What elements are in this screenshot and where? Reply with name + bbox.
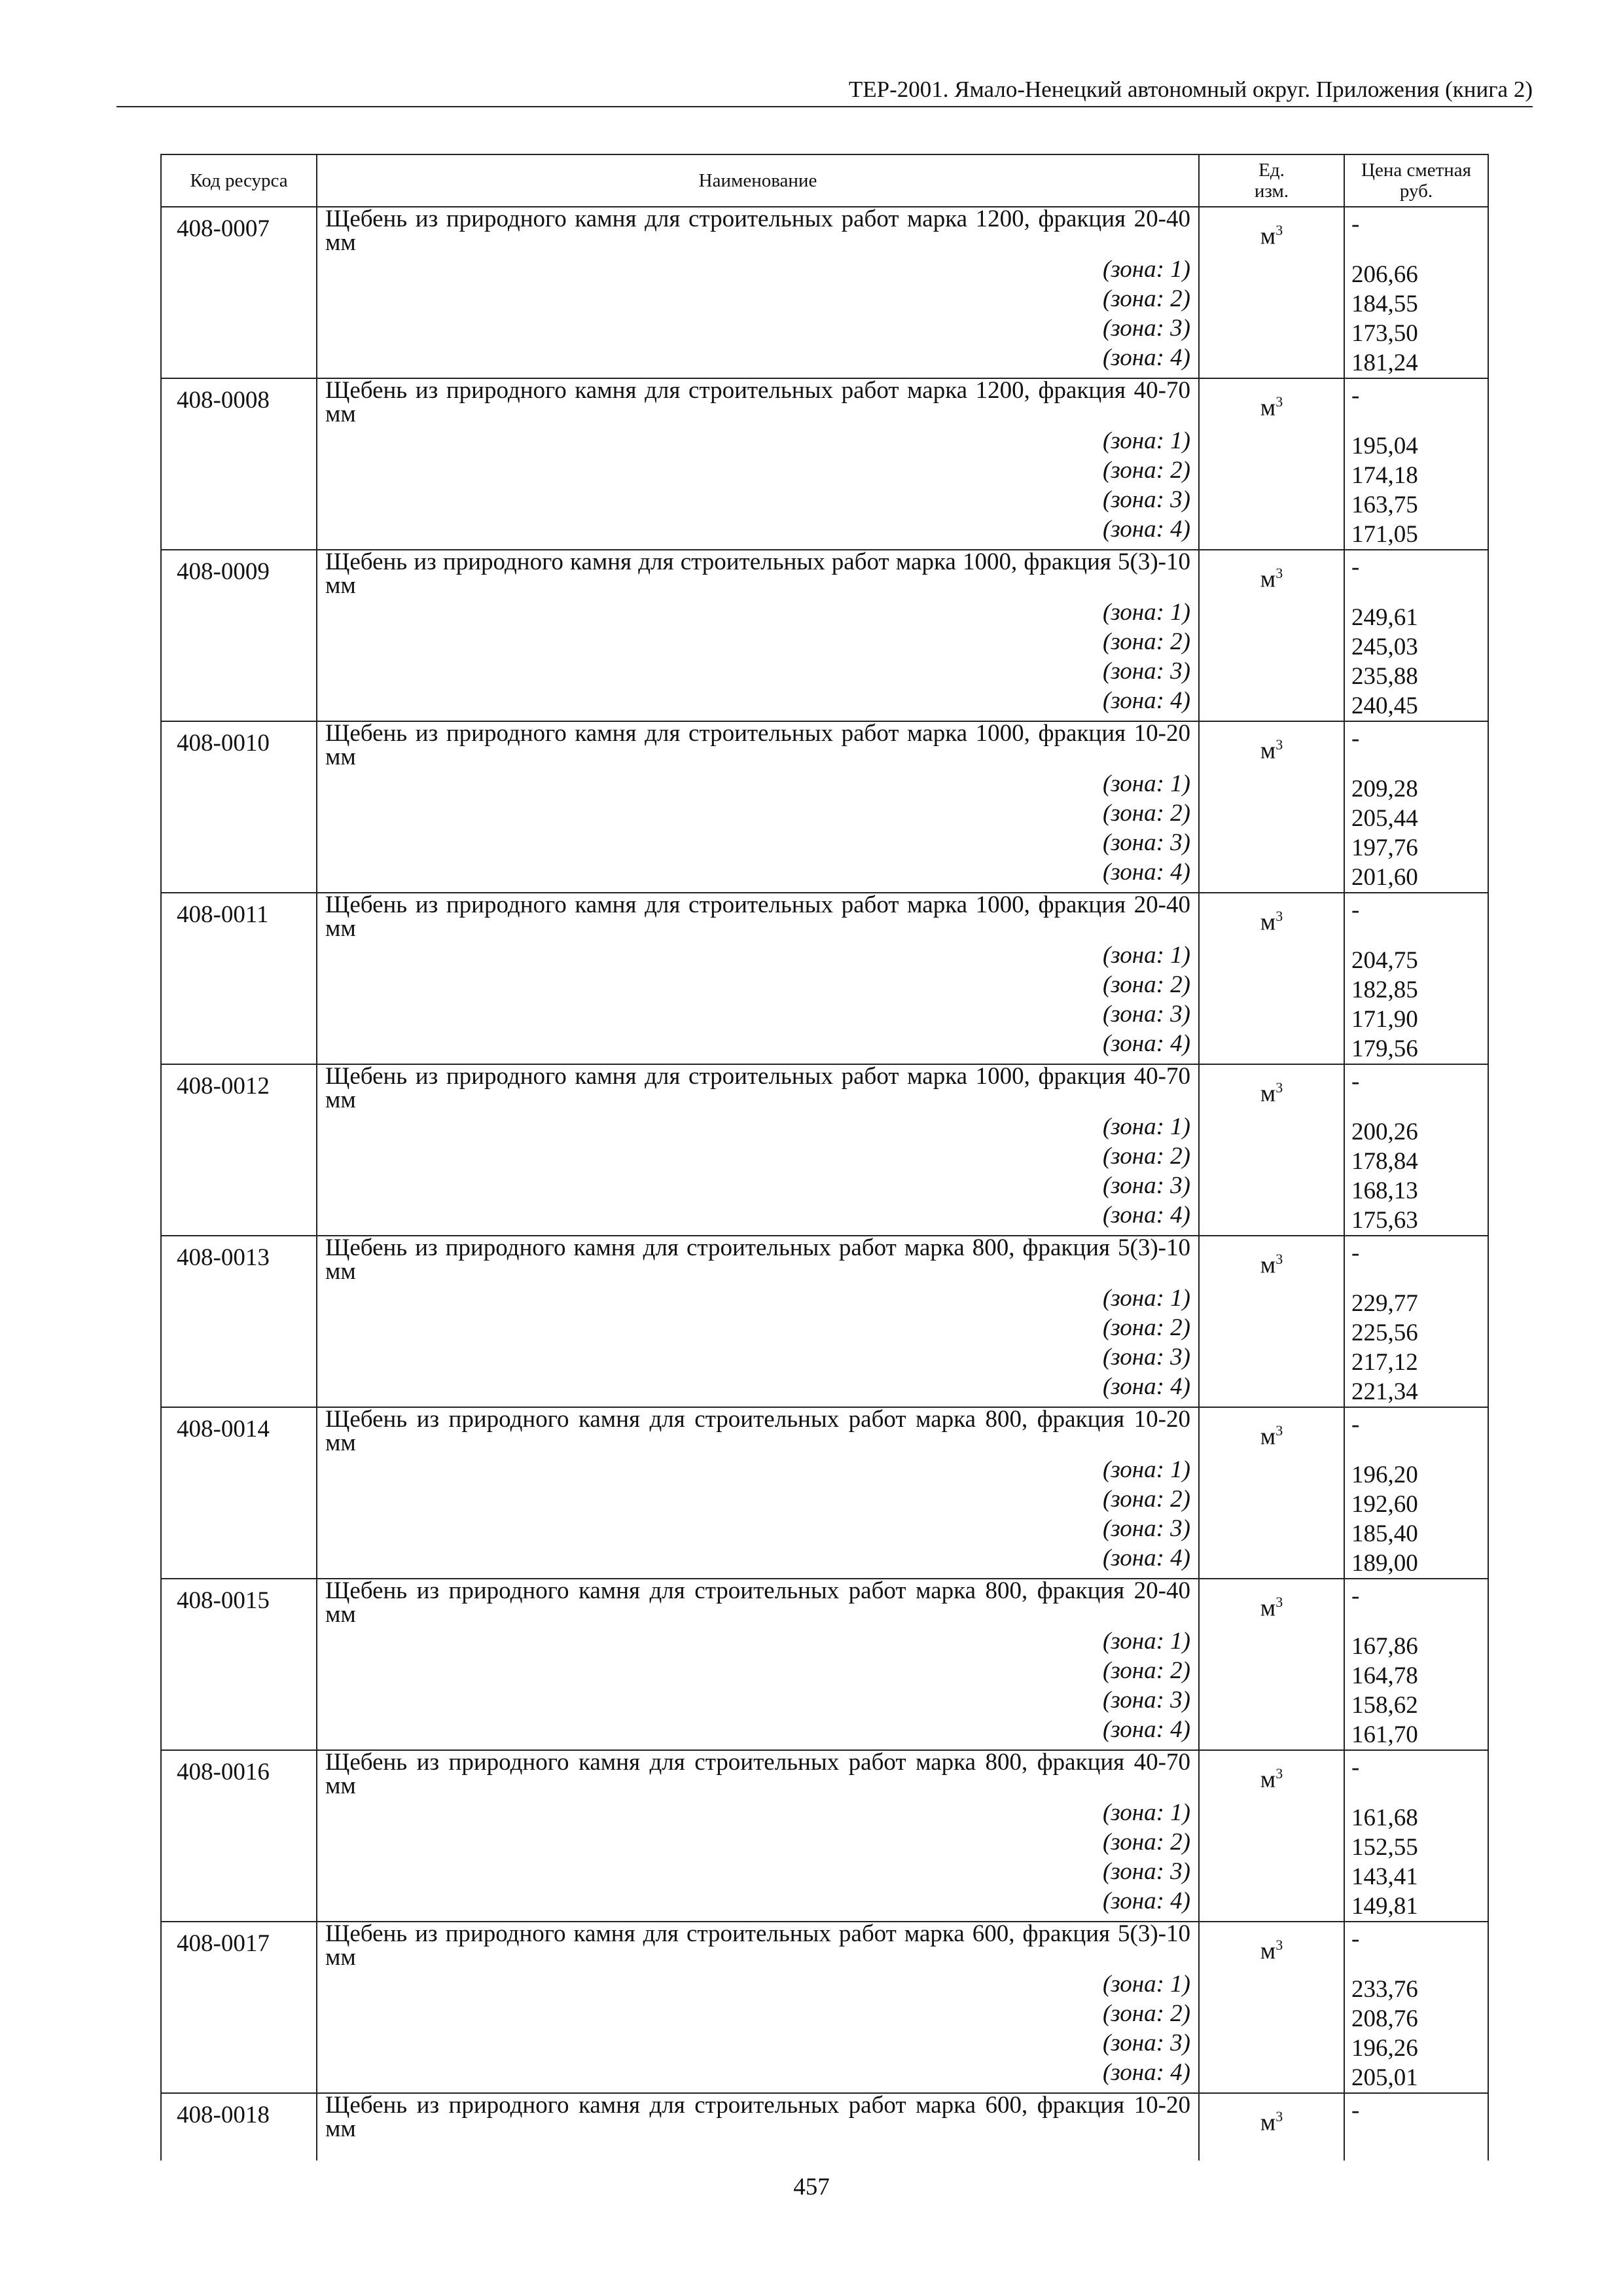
table-row (161, 1750, 1488, 1922)
unit-of-measure (1199, 1750, 1344, 1922)
zone-price: 178,84 (1351, 1148, 1418, 1175)
zone-price: 240,45 (1351, 692, 1418, 719)
unit-base: м (1260, 1423, 1276, 1450)
unit-base: м (1260, 394, 1276, 422)
unit-base: м (1260, 223, 1276, 250)
zone-price: 206,66 (1351, 261, 1418, 288)
base-price: - (1351, 725, 1360, 752)
base-price: - (1351, 1068, 1360, 1095)
zone-price: 208,76 (1351, 2005, 1418, 2032)
resource-name-text: Щебень из природного камня для строительных работ марка 1000, фракция 20-40 мм (325, 891, 1190, 942)
zone-price: 174,18 (1351, 462, 1418, 489)
zone-price: 233,76 (1351, 1976, 1418, 2003)
unit-superscript: 3 (1275, 1251, 1283, 1267)
zone-label: (зона: 3) (1102, 2030, 1190, 2056)
resource-name (317, 1750, 1199, 1922)
resource-name (317, 1236, 1199, 1407)
resource-code: 408-0012 (161, 1064, 317, 1236)
zone-price: 179,56 (1351, 1035, 1418, 1062)
zone-price: 163,75 (1351, 492, 1418, 518)
zone-label: (зона: 3) (1102, 829, 1190, 856)
zone-price: 189,00 (1351, 1550, 1418, 1577)
zone-label: (зона: 1) (1102, 1799, 1190, 1826)
price-cell (1344, 1407, 1488, 1579)
unit-superscript: 3 (1275, 1422, 1283, 1439)
resource-name-text: Щебень из природного камня для строительных работ марка 600, фракция 5(3)-10 мм (325, 1920, 1190, 1971)
unit-of-measure (1199, 550, 1344, 721)
resource-name (317, 721, 1199, 893)
zone-label: (зона: 4) (1102, 1888, 1190, 1914)
zone-label: (зона: 3) (1102, 1344, 1190, 1371)
unit-of-measure (1199, 1236, 1344, 1407)
unit-base: м (1260, 1080, 1276, 1107)
resource-code: 408-0011 (161, 893, 317, 1064)
unit-of-measure (1199, 1922, 1344, 2093)
resource-code: 408-0008 (161, 378, 317, 550)
zone-price: 161,68 (1351, 1804, 1418, 1831)
table-row (161, 1407, 1488, 1579)
zone-label: (зона: 1) (1102, 1628, 1190, 1655)
resource-code: 408-0018 (161, 2093, 317, 2161)
zone-price: 168,13 (1351, 1177, 1418, 1204)
zone-label: (зона: 1) (1102, 599, 1190, 626)
price-cell (1344, 1064, 1488, 1236)
table-row (161, 207, 1488, 378)
zone-price: 229,77 (1351, 1290, 1418, 1317)
zone-label: (зона: 4) (1102, 1202, 1190, 1229)
zone-label: (зона: 4) (1102, 1545, 1190, 1571)
zone-label: (зона: 4) (1102, 687, 1190, 714)
zone-label: (зона: 2) (1102, 1657, 1190, 1684)
resource-code: 408-0009 (161, 550, 317, 721)
zone-label: (зона: 3) (1102, 486, 1190, 513)
zone-label: (зона: 2) (1102, 285, 1190, 312)
zone-price: 171,05 (1351, 521, 1418, 548)
zone-label: (зона: 3) (1102, 1172, 1190, 1199)
zone-label: (зона: 1) (1102, 1285, 1190, 1312)
unit-superscript: 3 (1275, 222, 1283, 238)
table-row (161, 1064, 1488, 1236)
base-price: - (1351, 1754, 1360, 1781)
zone-label: (зона: 3) (1102, 1687, 1190, 1713)
unit-superscript: 3 (1275, 908, 1283, 924)
zone-label: (зона: 4) (1102, 1373, 1190, 1400)
price-cell (1344, 1236, 1488, 1407)
unit-superscript: 3 (1275, 1937, 1283, 1953)
table-row (161, 1579, 1488, 1750)
resource-name-text: Щебень из природного камня для строительных работ марка 800, фракция 10-20 мм (325, 1406, 1190, 1456)
zone-price: 245,03 (1351, 634, 1418, 660)
column-header-code: Код ресурса (161, 154, 317, 207)
price-cell (1344, 207, 1488, 378)
resource-name (317, 207, 1199, 378)
base-price: - (1351, 2097, 1360, 2124)
unit-of-measure (1199, 893, 1344, 1064)
zone-price: 182,85 (1351, 977, 1418, 1003)
resource-name (317, 1064, 1199, 1236)
zone-price: 205,01 (1351, 2064, 1418, 2091)
unit-superscript: 3 (1275, 565, 1283, 581)
zone-label: (зона: 1) (1102, 427, 1190, 454)
zone-price: 196,26 (1351, 2035, 1418, 2062)
unit-base: м (1260, 737, 1276, 764)
table-row (161, 550, 1488, 721)
unit-superscript: 3 (1275, 1594, 1283, 1610)
resource-name (317, 550, 1199, 721)
unit-base: м (1260, 1594, 1276, 1622)
unit-superscript: 3 (1275, 393, 1283, 410)
resource-code: 408-0015 (161, 1579, 317, 1750)
resource-name (317, 893, 1199, 1064)
running-header: ТЕР-2001. Ямало-Ненецкий автономный округ. Приложения (книга 2) (116, 73, 1533, 107)
zone-price: 185,40 (1351, 1520, 1418, 1547)
table-row (161, 378, 1488, 550)
unit-base: м (1260, 908, 1276, 936)
zone-label: (зона: 2) (1102, 800, 1190, 827)
resource-name-text: Щебень из природного камня для строительных работ марка 800, фракция 5(3)-10 мм (325, 1234, 1190, 1285)
resource-name-text: Щебень из природного камня для строительных работ марка 1200, фракция 40-70 мм (325, 377, 1190, 427)
resource-name-text: Щебень из природного камня для строительных работ марка 1200, фракция 20-40 мм (325, 206, 1190, 256)
table-header-row (161, 154, 1488, 207)
zone-price: 184,55 (1351, 291, 1418, 317)
zone-label: (зона: 3) (1102, 1515, 1190, 1542)
column-header-name: Наименование (317, 154, 1199, 207)
zone-price: 205,44 (1351, 805, 1418, 832)
base-price: - (1351, 211, 1360, 238)
unit-of-measure (1199, 1064, 1344, 1236)
zone-price: 197,76 (1351, 834, 1418, 861)
zone-label: (зона: 1) (1102, 1971, 1190, 1998)
price-cell (1344, 550, 1488, 721)
zone-price: 217,12 (1351, 1349, 1418, 1376)
zone-label: (зона: 4) (1102, 1716, 1190, 1743)
page-number: 457 (793, 2174, 830, 2200)
resource-name-text: Щебень из природного камня для строительных работ марка 600, фракция 10-20 мм (325, 2092, 1190, 2142)
zone-price: 161,70 (1351, 1721, 1418, 1748)
price-table (160, 154, 1489, 2161)
table-row (161, 1236, 1488, 1407)
zone-label: (зона: 1) (1102, 256, 1190, 283)
resource-name (317, 1407, 1199, 1579)
zone-label: (зона: 4) (1102, 516, 1190, 543)
zone-label: (зона: 1) (1102, 942, 1190, 969)
zone-label: (зона: 2) (1102, 457, 1190, 484)
zone-price: 235,88 (1351, 663, 1418, 690)
unit-base: м (1260, 1251, 1276, 1279)
zone-price: 209,28 (1351, 776, 1418, 802)
resource-code: 408-0013 (161, 1236, 317, 1407)
zone-label: (зона: 2) (1102, 628, 1190, 655)
resource-name-text: Щебень из природного камня для строительных работ марка 1000, фракция 5(3)-10 мм (325, 548, 1190, 599)
unit-of-measure (1199, 1407, 1344, 1579)
zone-price: 196,20 (1351, 1462, 1418, 1488)
price-table-wrapper (160, 154, 1488, 2161)
zone-price: 143,41 (1351, 1863, 1418, 1890)
unit-base: м (1260, 565, 1276, 593)
zone-price: 149,81 (1351, 1893, 1418, 1920)
price-cell (1344, 721, 1488, 893)
zone-price: 175,63 (1351, 1207, 1418, 1234)
price-cell (1344, 378, 1488, 550)
zone-label: (зона: 2) (1102, 1143, 1190, 1170)
unit-base: м (1260, 1937, 1276, 1965)
resource-name-text: Щебень из природного камня для строительных работ марка 800, фракция 20-40 мм (325, 1577, 1190, 1628)
zone-price: 158,62 (1351, 1692, 1418, 1719)
resource-name (317, 1922, 1199, 2093)
unit-of-measure (1199, 1579, 1344, 1750)
zone-label: (зона: 3) (1102, 1858, 1190, 1885)
zone-label: (зона: 1) (1102, 1113, 1190, 1140)
zone-label: (зона: 4) (1102, 859, 1190, 886)
price-cell (1344, 1579, 1488, 1750)
price-cell (1344, 893, 1488, 1064)
resource-code: 408-0014 (161, 1407, 317, 1579)
base-price: - (1351, 897, 1360, 924)
column-header-unit: Ед. изм. (1199, 154, 1344, 207)
table-row (161, 893, 1488, 1064)
base-price: - (1351, 1583, 1360, 1609)
zone-label: (зона: 3) (1102, 315, 1190, 342)
price-cell (1344, 1750, 1488, 1922)
base-price: - (1351, 382, 1360, 409)
zone-price: 225,56 (1351, 1319, 1418, 1346)
table-row (161, 1922, 1488, 2093)
table-row (161, 2093, 1488, 2161)
unit-superscript: 3 (1275, 736, 1283, 753)
unit-base: м (1260, 1766, 1276, 1793)
table-body (161, 207, 1488, 2161)
zone-price: 192,60 (1351, 1491, 1418, 1518)
zone-label: (зона: 2) (1102, 1486, 1190, 1513)
unit-superscript: 3 (1275, 2108, 1283, 2125)
zone-price: 221,34 (1351, 1378, 1418, 1405)
zone-label: (зона: 1) (1102, 770, 1190, 797)
resource-code: 408-0016 (161, 1750, 317, 1922)
unit-base: м (1260, 2109, 1276, 2136)
resource-name-text: Щебень из природного камня для строительных работ марка 800, фракция 40-70 мм (325, 1749, 1190, 1799)
base-price: - (1351, 554, 1360, 581)
zone-price: 200,26 (1351, 1119, 1418, 1145)
zone-price: 173,50 (1351, 320, 1418, 347)
base-price: - (1351, 1240, 1360, 1266)
zone-label: (зона: 4) (1102, 1030, 1190, 1057)
zone-price: 249,61 (1351, 604, 1418, 631)
base-price: - (1351, 1926, 1360, 1952)
resource-code: 408-0007 (161, 207, 317, 378)
price-cell (1344, 2093, 1488, 2161)
unit-superscript: 3 (1275, 1079, 1283, 1096)
resource-name (317, 378, 1199, 550)
zone-label: (зона: 2) (1102, 971, 1190, 998)
zone-price: 171,90 (1351, 1006, 1418, 1033)
zone-price: 164,78 (1351, 1662, 1418, 1689)
base-price: - (1351, 1411, 1360, 1438)
zone-price: 167,86 (1351, 1633, 1418, 1660)
zone-label: (зона: 3) (1102, 1001, 1190, 1028)
unit-of-measure (1199, 2093, 1344, 2161)
column-header-price: Цена сметная руб. (1344, 154, 1488, 207)
zone-label: (зона: 4) (1102, 2059, 1190, 2086)
zone-price: 152,55 (1351, 1834, 1418, 1861)
unit-of-measure (1199, 721, 1344, 893)
resource-name-text: Щебень из природного камня для строительных работ марка 1000, фракция 40-70 мм (325, 1063, 1190, 1113)
zone-label: (зона: 2) (1102, 1314, 1190, 1341)
resource-code: 408-0010 (161, 721, 317, 893)
zone-price: 201,60 (1351, 864, 1418, 891)
zone-label: (зона: 2) (1102, 1829, 1190, 1856)
table-row (161, 721, 1488, 893)
zone-price: 181,24 (1351, 350, 1418, 376)
zone-label: (зона: 4) (1102, 344, 1190, 371)
unit-of-measure (1199, 378, 1344, 550)
zone-label: (зона: 2) (1102, 2000, 1190, 2027)
zone-price: 195,04 (1351, 433, 1418, 459)
zone-price: 204,75 (1351, 947, 1418, 974)
resource-name-text: Щебень из природного камня для строительных работ марка 1000, фракция 10-20 мм (325, 720, 1190, 770)
unit-superscript: 3 (1275, 1765, 1283, 1782)
resource-name (317, 1579, 1199, 1750)
resource-code: 408-0017 (161, 1922, 317, 2093)
unit-of-measure (1199, 207, 1344, 378)
zone-label: (зона: 1) (1102, 1456, 1190, 1483)
zone-label: (зона: 3) (1102, 658, 1190, 685)
price-cell (1344, 1922, 1488, 2093)
resource-name (317, 2093, 1199, 2161)
